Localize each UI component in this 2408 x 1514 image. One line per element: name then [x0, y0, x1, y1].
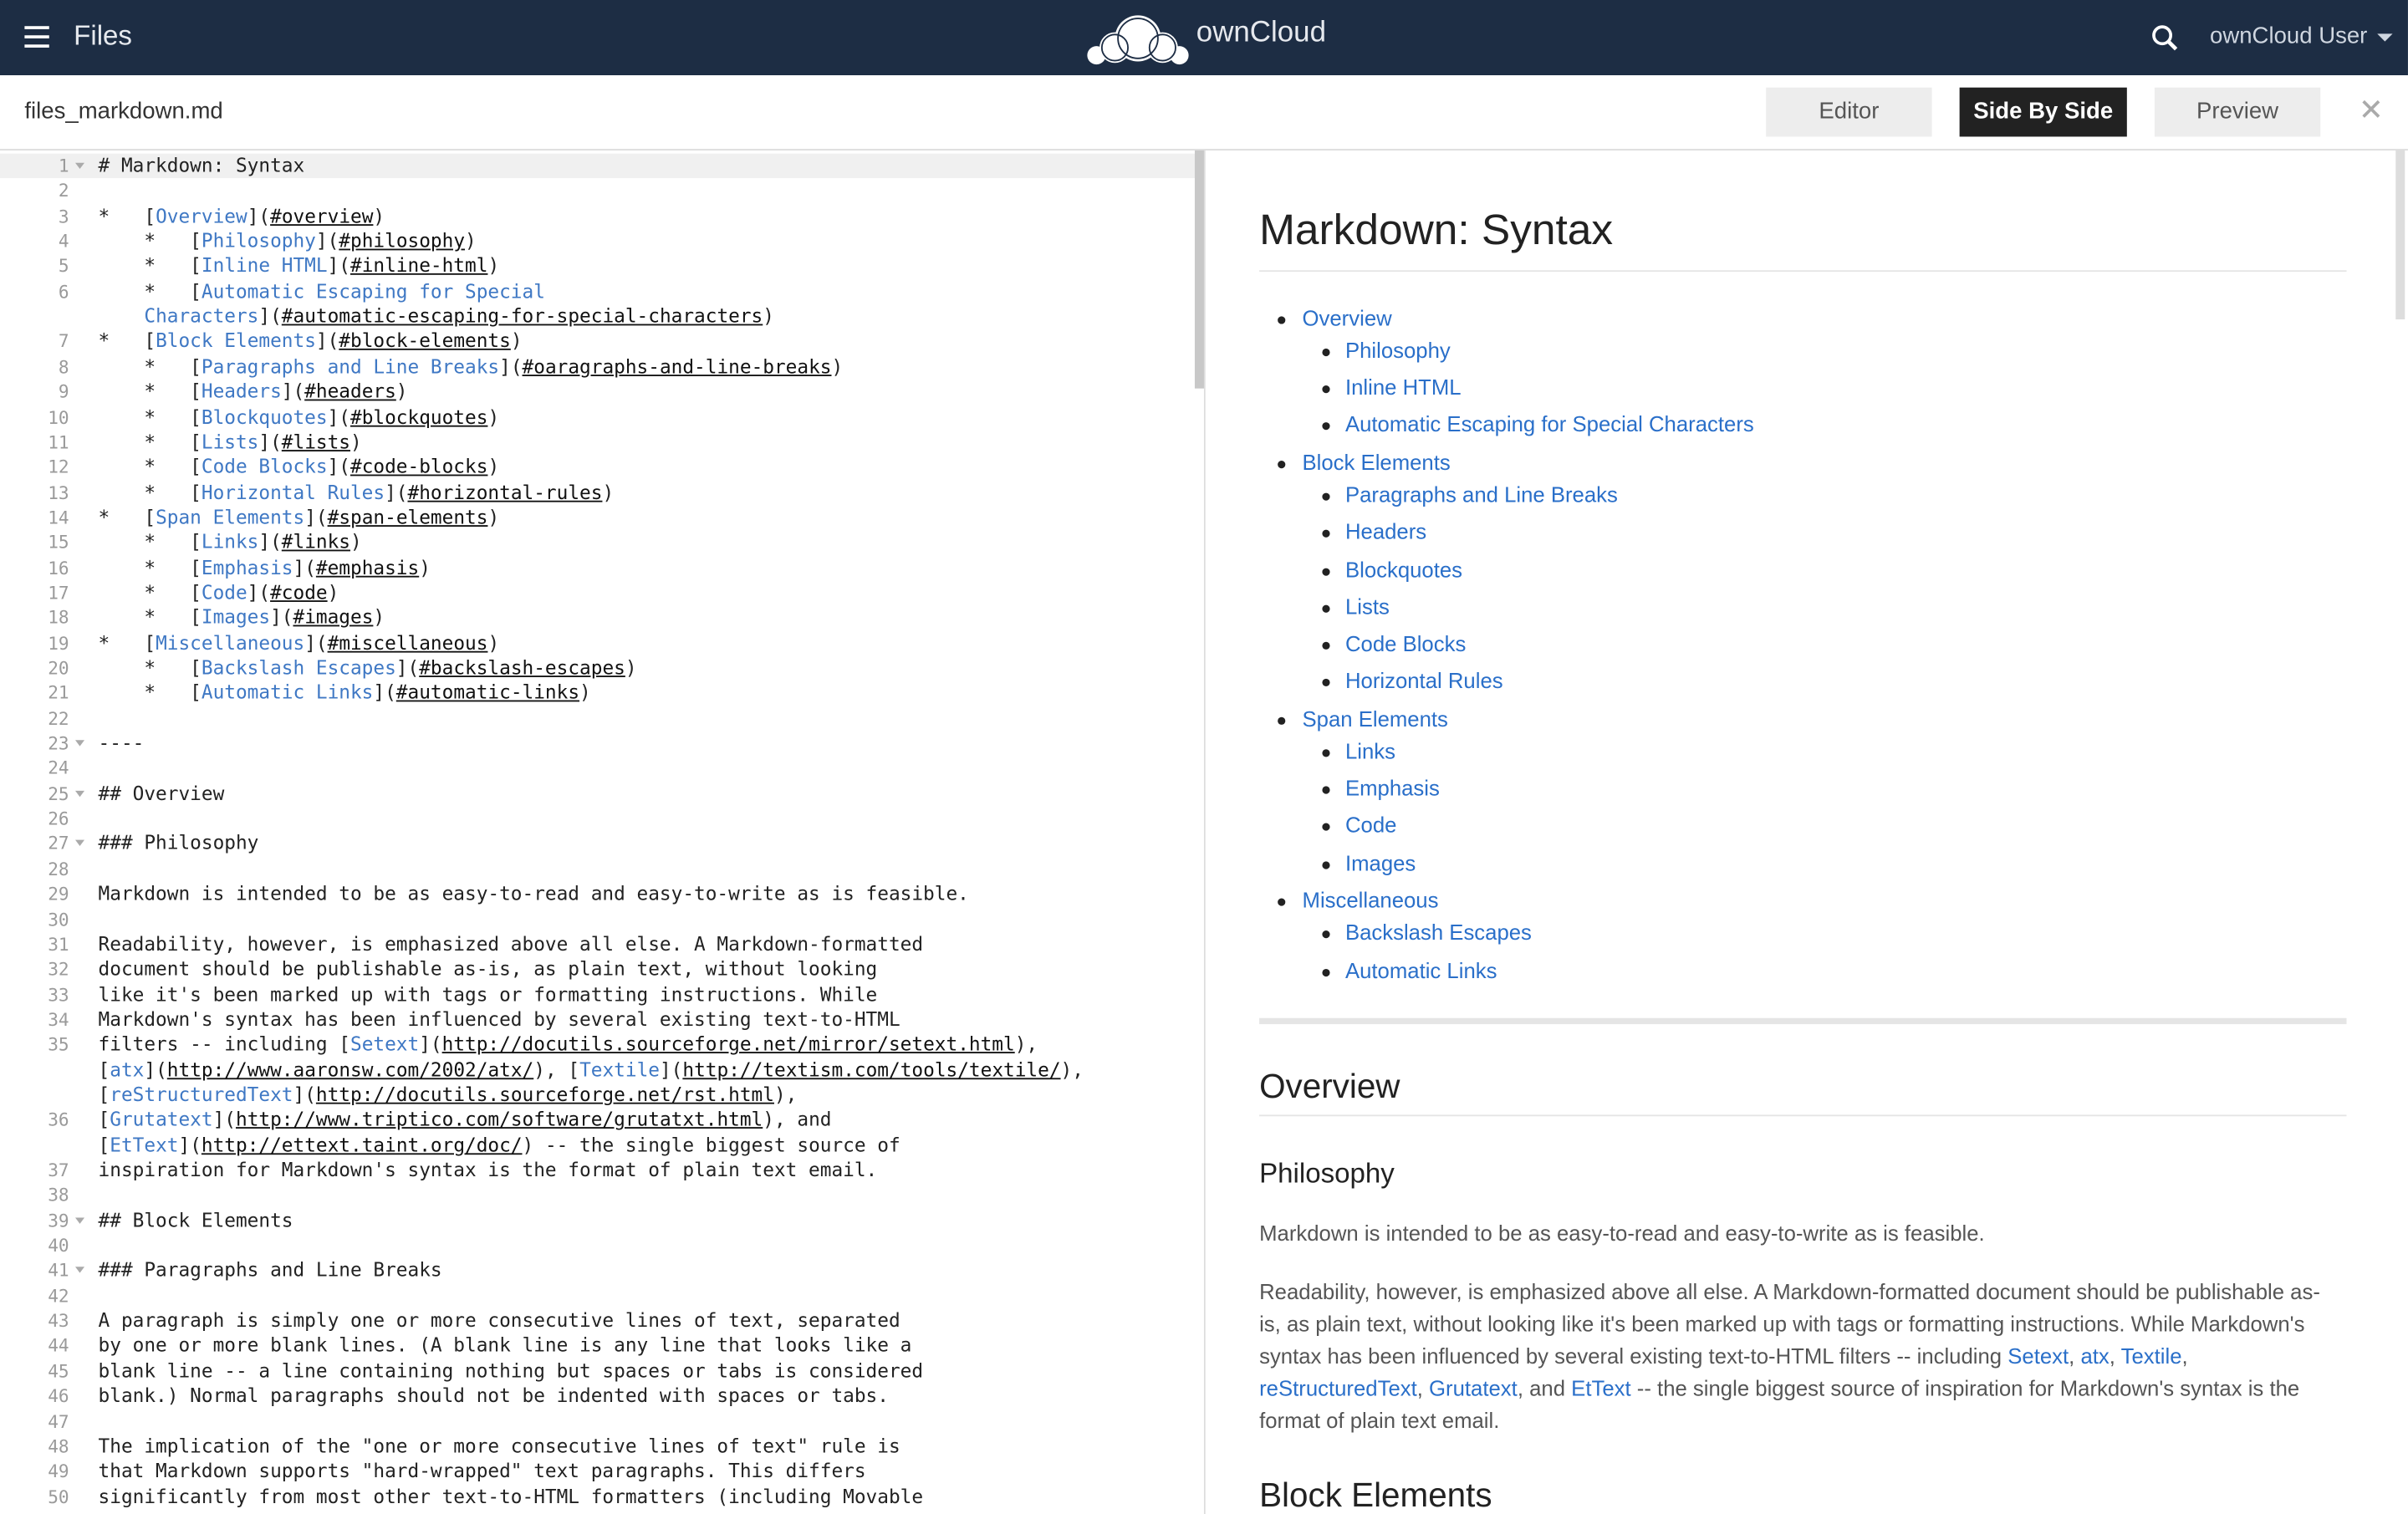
editor-line[interactable]: [0, 1434, 1195, 1458]
editor-line[interactable]: [0, 1108, 1195, 1132]
editor-line[interactable]: [0, 1459, 1195, 1483]
toc-link[interactable]: Span Elements: [1302, 706, 1448, 732]
bullet: [1322, 385, 1329, 393]
editor-line[interactable]: [0, 154, 1195, 178]
line-number: 33: [48, 983, 69, 1006]
editor-line[interactable]: [0, 555, 1195, 579]
preview-mode-button[interactable]: Preview: [2155, 88, 2320, 137]
paragraph: [1259, 1276, 2334, 1437]
title-divider: [1259, 270, 2346, 272]
inline-link[interactable]: reStructuredText: [1259, 1375, 1417, 1401]
overview-heading: Overview: [1259, 1067, 1400, 1106]
line-number: 18: [48, 607, 69, 629]
close-icon[interactable]: [2357, 95, 2385, 123]
user-menu[interactable]: [2210, 23, 2392, 49]
toc-link[interactable]: Philosophy: [1344, 338, 1451, 363]
line-text: ### Philosophy: [98, 831, 259, 855]
app-name[interactable]: Files: [74, 19, 132, 51]
toc-link[interactable]: Horizontal Rules: [1344, 668, 1503, 693]
toc-link[interactable]: Links: [1344, 738, 1395, 763]
fold-arrow-icon[interactable]: [75, 790, 84, 796]
toc-link[interactable]: Emphasis: [1344, 775, 1440, 801]
editor-line[interactable]: [0, 630, 1195, 655]
line-text: filters -- including [Setext](http://docutils.sourceforge.net/mirror/setext.html),: [98, 1032, 1038, 1056]
line-number: 12: [48, 456, 69, 478]
editor-line[interactable]: [0, 1384, 1195, 1408]
editor-line[interactable]: [0, 1283, 1195, 1308]
line-text: * [Backslash Escapes](#backslash-escapes): [98, 655, 637, 679]
editor-line[interactable]: [0, 380, 1195, 404]
editor-line[interactable]: [0, 932, 1195, 956]
line-number: 1: [58, 155, 69, 177]
line-number: 24: [48, 757, 69, 779]
line-text: by one or more blank lines. (A blank line is any line that looks like a: [98, 1333, 912, 1357]
bullet: [1322, 423, 1329, 431]
editor-line[interactable]: [0, 1308, 1195, 1333]
preview-scrollbar[interactable]: [2395, 150, 2405, 319]
line-number: 15: [48, 531, 69, 553]
editor-line[interactable]: [0, 279, 1195, 303]
file-name: files_markdown.md: [24, 98, 223, 125]
bullet: [1322, 642, 1329, 650]
line-number: 35: [48, 1033, 69, 1056]
fold-arrow-icon[interactable]: [75, 1217, 84, 1223]
bullet: [1322, 823, 1329, 831]
toc-link[interactable]: Images: [1344, 849, 1416, 875]
line-text: Characters](#automatic-escaping-for-special-characters): [144, 303, 774, 328]
line-number: 16: [48, 556, 69, 579]
editor-line[interactable]: [0, 1258, 1195, 1282]
bullet: [1322, 493, 1329, 501]
markdown-editor[interactable]: [0, 150, 1195, 1514]
toc-link[interactable]: Miscellaneous: [1302, 888, 1439, 913]
line-number: 49: [48, 1460, 69, 1482]
line-text: Readability, however, is emphasized above all else. A Markdown-formatted: [98, 931, 924, 956]
paragraph-line: format of plain text email.: [1259, 1408, 1500, 1433]
editor-line[interactable]: [0, 957, 1195, 981]
editor-line[interactable]: [0, 505, 1195, 529]
editor-line[interactable]: [0, 605, 1195, 630]
line-number: 23: [48, 732, 69, 754]
line-number: 50: [48, 1486, 69, 1507]
line-number: 22: [48, 707, 69, 729]
line-text: blank line -- a line containing nothing but spaces or tabs is considered: [98, 1359, 924, 1382]
editor-line[interactable]: [0, 1233, 1195, 1257]
bullet: [1278, 316, 1285, 324]
line-number: 8: [58, 355, 69, 378]
line-text: Markdown's syntax has been influenced by several existing text-to-HTML: [98, 1007, 900, 1031]
paragraph-line: is, as plain text, without looking like it's been marked up with tags or formatting instructions. While Markdown's: [1259, 1311, 2305, 1336]
horizontal-rule: [1259, 1018, 2346, 1024]
brand-name: ownCloud: [1196, 17, 1326, 49]
toc-link[interactable]: Inline HTML: [1344, 375, 1462, 400]
line-text: * [Paragraphs and Line Breaks](#oaragraphs-and-line-breaks): [98, 354, 844, 378]
overview-divider: [1259, 1114, 2346, 1116]
line-number: 39: [48, 1209, 69, 1231]
philosophy-heading: Philosophy: [1259, 1157, 1395, 1189]
fold-arrow-icon[interactable]: [75, 163, 84, 169]
line-number: 17: [48, 581, 69, 604]
editor-line[interactable]: [0, 882, 1195, 906]
line-text: [Grutatext](http://www.triptico.com/software/grutatxt.html), and: [98, 1107, 832, 1131]
line-number: 6: [58, 280, 69, 303]
line-number: 44: [48, 1334, 69, 1357]
editor-line[interactable]: [0, 681, 1195, 705]
editor-line[interactable]: [0, 781, 1195, 805]
preview-title: Markdown: Syntax: [1259, 206, 1614, 254]
editor-line[interactable]: [0, 354, 1195, 379]
line-text: ## Overview: [98, 781, 225, 804]
editor-line[interactable]: [0, 831, 1195, 855]
toc-link[interactable]: Blockquotes: [1344, 556, 1463, 582]
editor-mode-button[interactable]: Editor: [1766, 88, 1931, 137]
editor-line[interactable]: [0, 907, 1195, 931]
bullet: [1322, 787, 1329, 794]
line-text: significantly from most other text-to-HTML formatters (including Movable: [98, 1484, 924, 1507]
line-text: * [Emphasis](#emphasis): [98, 555, 431, 579]
bullet: [1278, 717, 1285, 725]
line-number: 26: [48, 808, 69, 829]
line-number: 13: [48, 481, 69, 503]
line-number: 5: [58, 255, 69, 278]
line-text: * [Span Elements](#span-elements): [98, 505, 500, 528]
bullet: [1322, 931, 1329, 939]
editor-line[interactable]: [0, 706, 1195, 730]
toc-link[interactable]: Code: [1344, 813, 1397, 838]
toc-link[interactable]: Block Elements: [1302, 450, 1451, 475]
line-text: * [Block Elements](#block-elements): [98, 329, 523, 353]
line-number: 10: [48, 405, 69, 428]
paragraph-line: Readability, however, is emphasized above all else. A Markdown-formatted document should be publishable as-: [1259, 1278, 2320, 1304]
bullet: [1322, 749, 1329, 757]
editor-line[interactable]: [0, 1058, 1195, 1082]
line-text: * [Headers](#headers): [98, 379, 408, 403]
line-number: 37: [48, 1159, 69, 1181]
inline-link[interactable]: Grutatext: [1429, 1375, 1518, 1401]
line-text: that Markdown supports "hard-wrapped" text paragraphs. This differs: [98, 1459, 866, 1482]
line-number: 7: [58, 330, 69, 353]
line-text: Markdown is intended to be as easy-to-read and easy-to-write as is feasible.: [98, 881, 969, 905]
menu-icon[interactable]: [24, 26, 48, 48]
line-text: like it's been marked up with tags or formatting instructions. While: [98, 981, 878, 1006]
line-number: 40: [48, 1234, 69, 1257]
line-number: 11: [48, 431, 69, 453]
line-number: 42: [48, 1284, 69, 1307]
bullet: [1322, 679, 1329, 686]
editor-line[interactable]: [0, 304, 1195, 329]
line-text: document should be publishable as-is, as plain text, without looking: [98, 956, 878, 981]
line-text: * [Horizontal Rules](#horizontal-rules): [98, 480, 615, 503]
line-number: 47: [48, 1410, 69, 1432]
line-number: 38: [48, 1184, 69, 1206]
line-text: * [Links](#links): [98, 530, 362, 553]
line-text: [atx](http://www.aaronsw.com/2002/atx/), [Textile](http://textism.com/tools/textile/),: [98, 1057, 1084, 1081]
line-number: 9: [58, 380, 69, 403]
toc-link[interactable]: Paragraphs and Line Breaks: [1344, 482, 1618, 507]
line-number: 4: [58, 230, 69, 252]
editor-line[interactable]: [0, 329, 1195, 354]
fold-arrow-icon[interactable]: [75, 1267, 84, 1273]
paragraph: Markdown is intended to be as easy-to-read and easy-to-write as is feasible.: [1259, 1221, 1985, 1246]
line-text: * [Philosophy](#philosophy): [98, 228, 477, 252]
markdown-preview: [1206, 150, 2408, 1514]
line-text: ## Block Elements: [98, 1207, 293, 1231]
bullet: [1322, 968, 1329, 976]
line-text: * [Lists](#lists): [98, 429, 362, 453]
editor-line[interactable]: [0, 857, 1195, 881]
search-icon[interactable]: [2150, 23, 2181, 54]
line-number: 29: [48, 883, 69, 905]
line-number: 36: [48, 1109, 69, 1131]
editor-line[interactable]: [0, 580, 1195, 604]
top-navigation-bar: [0, 0, 2408, 75]
editor-line[interactable]: [0, 731, 1195, 755]
toc-link[interactable]: Code Blocks: [1344, 630, 1467, 656]
editor-line[interactable]: [0, 1409, 1195, 1433]
editor-line[interactable]: [0, 254, 1195, 278]
line-number: 45: [48, 1359, 69, 1382]
toc-link[interactable]: Overview: [1302, 305, 1392, 330]
bullet: [1322, 349, 1329, 356]
bullet: [1322, 861, 1329, 869]
line-text: * [Automatic Links](#automatic-links): [98, 681, 591, 704]
block-elements-heading: Block Elements: [1259, 1476, 1492, 1514]
editor-toolbar: [0, 75, 2408, 150]
editor-line[interactable]: [0, 1484, 1195, 1508]
line-text: [EtText](http://ettext.taint.org/doc/) -- the single biggest source of: [98, 1132, 900, 1156]
line-text: ### Paragraphs and Line Breaks: [98, 1257, 442, 1282]
bullet: [1278, 461, 1285, 468]
line-number: 48: [48, 1435, 69, 1457]
line-text: inspiration for Markdown's syntax is the format of plain text email.: [98, 1157, 878, 1181]
line-number: 14: [48, 506, 69, 528]
line-number: 32: [48, 958, 69, 981]
line-text: blank.) Normal paragraphs should not be indented with spaces or tabs.: [98, 1384, 889, 1407]
line-text: * [Miscellaneous](#miscellaneous): [98, 630, 500, 654]
editor-line[interactable]: [0, 1007, 1195, 1032]
editor-line[interactable]: [0, 1083, 1195, 1107]
editor-line[interactable]: [0, 480, 1195, 504]
line-number: 30: [48, 908, 69, 930]
inline-link[interactable]: EtText: [1571, 1375, 1631, 1401]
line-number: 41: [48, 1259, 69, 1282]
line-text: * [Overview](#overview): [98, 203, 385, 227]
line-text: # Markdown: Syntax: [98, 153, 305, 177]
editor-line[interactable]: [0, 982, 1195, 1007]
editor-line[interactable]: [0, 204, 1195, 228]
line-number: 2: [58, 180, 69, 202]
editor-line[interactable]: [0, 405, 1195, 429]
toc-link[interactable]: Backslash Escapes: [1344, 920, 1532, 946]
editor-line[interactable]: [0, 229, 1195, 253]
toc-link[interactable]: Headers: [1344, 519, 1427, 544]
line-text: ----: [98, 731, 145, 754]
line-text: [reStructuredText](http://docutils.sourceforge.net/rst.html),: [98, 1082, 798, 1106]
line-number: 19: [48, 632, 69, 654]
line-number: 20: [48, 657, 69, 679]
inline-link[interactable]: Setext: [2008, 1343, 2069, 1369]
editor-line[interactable]: [0, 1158, 1195, 1182]
side-by-side-mode-button[interactable]: Side By Side: [1960, 88, 2127, 137]
editor-line[interactable]: [0, 806, 1195, 830]
inline-link[interactable]: atx: [2080, 1343, 2110, 1369]
bullet: [1278, 899, 1285, 906]
editor-line[interactable]: [0, 1208, 1195, 1232]
line-number: 25: [48, 782, 69, 804]
editor-line[interactable]: [0, 1183, 1195, 1207]
line-number: 3: [58, 205, 69, 227]
toc-link[interactable]: Lists: [1344, 594, 1390, 619]
line-text: * [Inline HTML](#inline-html): [98, 253, 500, 278]
editor-line[interactable]: [0, 179, 1195, 203]
editor-line[interactable]: [0, 1133, 1195, 1157]
editor-line[interactable]: [0, 1333, 1195, 1358]
line-text: The implication of the "one or more consecutive lines of text" rule is: [98, 1434, 900, 1457]
user-name: ownCloud User: [2210, 23, 2368, 49]
editor-scrollbar[interactable]: [1195, 150, 1204, 389]
editor-line[interactable]: [0, 655, 1195, 680]
line-text: * [Code Blocks](#code-blocks): [98, 455, 500, 478]
editor-line[interactable]: [0, 530, 1195, 554]
toc-link[interactable]: Automatic Links: [1344, 957, 1497, 982]
line-number: 28: [48, 858, 69, 880]
editor-line[interactable]: [0, 1032, 1195, 1057]
line-number: 34: [48, 1008, 69, 1031]
bullet: [1322, 568, 1329, 575]
chevron-down-icon: [2376, 33, 2391, 41]
fold-arrow-icon[interactable]: [75, 740, 84, 746]
owncloud-logo-icon[interactable]: [1084, 8, 1192, 66]
editor-line[interactable]: [0, 1359, 1195, 1383]
line-number: 31: [48, 933, 69, 956]
editor-line[interactable]: [0, 756, 1195, 780]
editor-line[interactable]: [0, 455, 1195, 479]
line-text: * [Images](#images): [98, 605, 385, 629]
bullet: [1322, 604, 1329, 612]
line-number: 46: [48, 1384, 69, 1407]
line-text: A paragraph is simply one or more consecutive lines of text, separated: [98, 1308, 900, 1332]
line-number: 21: [48, 682, 69, 704]
toc-link[interactable]: Automatic Escaping for Special Characters: [1344, 411, 1754, 437]
line-text: * [Blockquotes](#blockquotes): [98, 404, 500, 428]
line-number: 43: [48, 1309, 69, 1332]
line-text: * [Code](#code): [98, 580, 339, 604]
paragraph-line: reStructuredText, Grutatext, and EtText -- the single biggest source of inspiration for Markdown's syntax is the: [1259, 1375, 2300, 1401]
bullet: [1322, 530, 1329, 538]
line-number: 27: [48, 833, 69, 855]
fold-arrow-icon[interactable]: [75, 840, 84, 846]
inline-link[interactable]: Textile: [2120, 1343, 2182, 1369]
paragraph-line: syntax has been influenced by several existing text-to-HTML filters -- including Setext, atx, Textile,: [1259, 1343, 2188, 1369]
editor-line[interactable]: [0, 430, 1195, 454]
line-text: * [Automatic Escaping for Special: [98, 278, 545, 303]
